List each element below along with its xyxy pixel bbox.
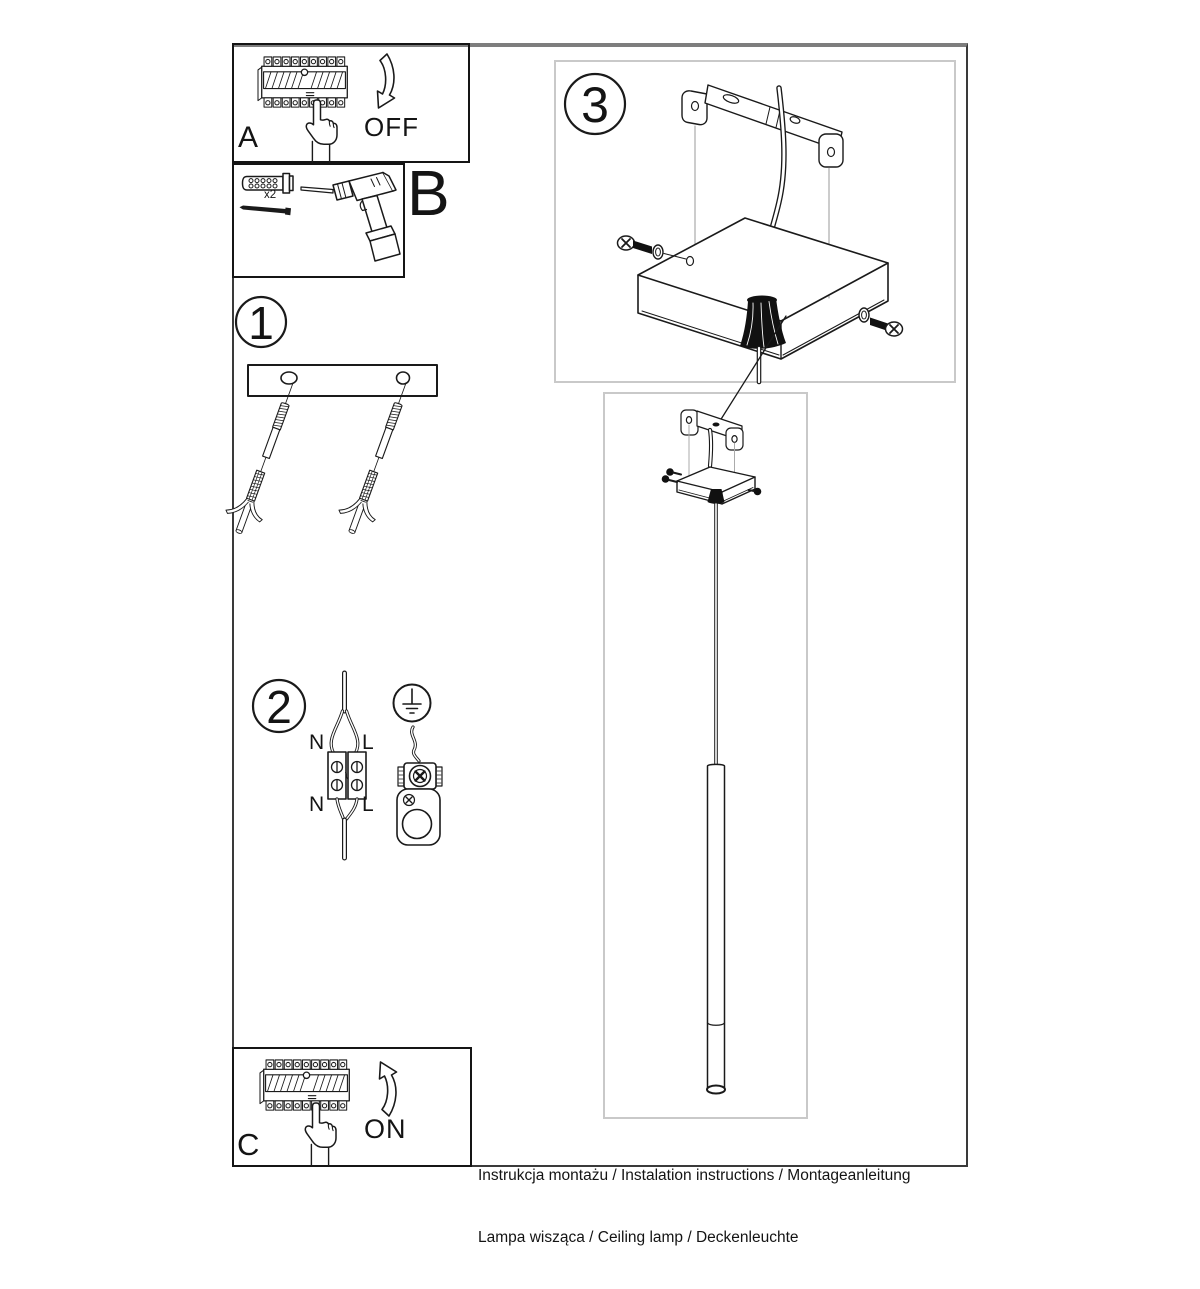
ground-clamp	[397, 727, 442, 845]
step3-illustration	[565, 74, 903, 382]
footer-line-1: Instrukcja montażu / Instalation instructions / Montageanleitung	[478, 1167, 911, 1184]
earth-symbol-icon	[394, 685, 431, 722]
panel-b-label: B	[407, 157, 450, 229]
pointing-hand-icon	[305, 1103, 336, 1166]
screw-icon	[240, 206, 292, 216]
panel-a-illustration	[258, 54, 395, 163]
panel-a-label: A	[238, 121, 259, 154]
panel-c-label: C	[237, 1127, 260, 1162]
wire-n-bottom-label: N	[309, 793, 325, 816]
side-screw-right	[859, 308, 903, 336]
lamp-illustration	[662, 410, 762, 1094]
wire-l-bottom-label: L	[362, 793, 374, 816]
step2-number: 2	[266, 681, 292, 733]
footer-line-2: Lampa wisząca / Ceiling lamp / Deckenleuchte	[478, 1228, 799, 1246]
lamp-cord-grip	[708, 489, 725, 504]
quantity-label: x2	[264, 189, 277, 201]
step3-number: 3	[581, 77, 609, 133]
footer	[478, 1125, 911, 1289]
curved-arrow-down-icon	[378, 54, 395, 108]
mounting-strip	[248, 365, 437, 396]
circuit-breaker-icon	[260, 1060, 349, 1110]
ceiling-bracket	[682, 85, 843, 167]
lamp-tube	[707, 764, 725, 1093]
circuit-breaker-icon	[258, 57, 347, 107]
step1-number: 1	[248, 297, 274, 349]
screw-anchor-icon	[333, 376, 423, 539]
curved-arrow-up-icon	[380, 1062, 397, 1116]
wire-l-top-label: L	[362, 731, 374, 754]
panel-c-illustration	[260, 1060, 397, 1166]
lamp-cable-upper	[710, 430, 711, 466]
on-label: ON	[364, 1114, 407, 1144]
wire-n-top-label: N	[309, 731, 325, 754]
panel-b-illustration	[240, 173, 401, 262]
drill-icon	[301, 173, 400, 262]
screw-anchor-icon	[220, 376, 310, 539]
pointing-hand-icon	[306, 100, 337, 163]
terminal-wiring	[328, 673, 366, 858]
off-label: OFF	[364, 112, 419, 142]
